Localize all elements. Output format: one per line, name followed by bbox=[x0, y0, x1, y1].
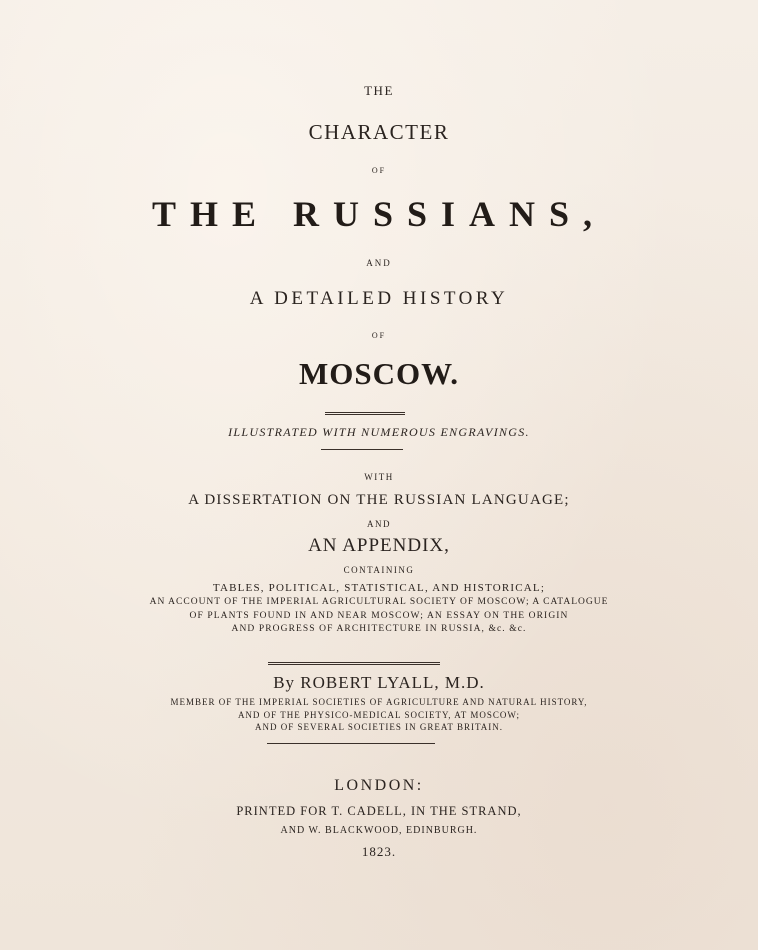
contents-line-4: AND PROGRESS OF ARCHITECTURE IN RUSSIA, &c. &c. bbox=[231, 624, 527, 634]
title-character: CHARACTER bbox=[308, 120, 450, 144]
title-the-russians: THE RUSSIANS, bbox=[151, 194, 607, 234]
contents-line-1: TABLES, POLITICAL, STATISTICAL, AND HISTORICAL; bbox=[212, 582, 546, 594]
rule-1 bbox=[325, 412, 405, 415]
rule-3 bbox=[268, 662, 440, 665]
credentials-line-2: AND OF THE PHYSICO-MEDICAL SOCIETY, AT MOSCOW; bbox=[237, 710, 521, 720]
title-the: THE bbox=[364, 83, 394, 98]
dissertation-line: A DISSERTATION ON THE RUSSIAN LANGUAGE; bbox=[188, 492, 570, 508]
contents-line-2: AN ACCOUNT OF THE IMPERIAL AGRICULTURAL SOCIETY OF MOSCOW; A CATALOGUE bbox=[149, 597, 609, 607]
title-moscow: MOSCOW. bbox=[298, 356, 460, 391]
title-and-1: AND bbox=[366, 258, 392, 268]
city-line: LONDON: bbox=[334, 777, 424, 794]
credentials-line-3: AND OF SEVERAL SOCIETIES IN GREAT BRITAIN. bbox=[254, 722, 504, 732]
illustrated-line: ILLUSTRATED WITH NUMEROUS ENGRAVINGS. bbox=[228, 425, 530, 439]
title-detailed-history: A DETAILED HISTORY bbox=[249, 288, 509, 309]
printer-line-2: AND W. BLACKWOOD, EDINBURGH. bbox=[280, 825, 478, 836]
rule-4 bbox=[267, 743, 435, 744]
containing-line: CONTAINING bbox=[343, 565, 415, 575]
credentials-line-1: MEMBER OF THE IMPERIAL SOCIETIES OF AGRICULTURE AND NATURAL HISTORY, bbox=[170, 697, 588, 707]
title-of-1: OF bbox=[371, 166, 387, 175]
rule-2 bbox=[321, 449, 403, 450]
author-line: By ROBERT LYALL, M.D. bbox=[273, 673, 485, 692]
title-with: WITH bbox=[364, 472, 394, 482]
title-of-2: OF bbox=[371, 331, 387, 340]
year-line: 1823. bbox=[361, 844, 397, 859]
appendix-line: AN APPENDIX, bbox=[308, 535, 450, 556]
printer-line-1: PRINTED FOR T. CADELL, IN THE STRAND, bbox=[236, 804, 522, 818]
contents-line-3: OF PLANTS FOUND IN AND NEAR MOSCOW; AN ESSAY ON THE ORIGIN bbox=[189, 611, 569, 621]
title-and-2: AND bbox=[367, 519, 391, 529]
